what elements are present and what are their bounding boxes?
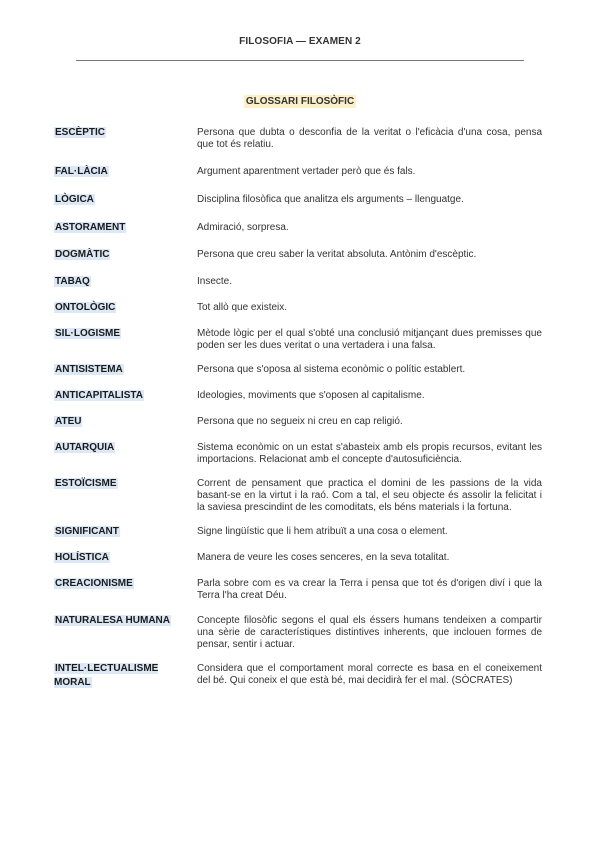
glossary-entry [54, 551, 542, 565]
glossary-term: NATURALESA HUMANA [55, 615, 170, 626]
glossary-entry [54, 415, 542, 429]
header-divider [76, 60, 524, 61]
glossary-term: ANTICAPITALISTA [55, 390, 143, 401]
glossary-term: ESTOÏCISME [55, 478, 117, 489]
glossary-definition: Parla sobre com es va crear la Terra i pensa que tot és d'origen diví i que la Terra l'ha creat Déu. [197, 578, 542, 601]
glossary-term: ATEU [55, 416, 82, 427]
glossary-entry [54, 441, 542, 466]
glossary-entry [54, 193, 542, 207]
glossary-definition: Persona que no segueix ni creu en cap religió. [197, 416, 403, 427]
glossary-entry [54, 275, 542, 289]
glossary-definition: Admiració, sorpresa. [197, 222, 289, 233]
glossary-term: ASTORAMENT [55, 222, 126, 233]
glossary-term: SIL·LOGISME [55, 328, 120, 339]
glossary-entry [54, 614, 542, 651]
glossary-definition: Mètode lògic per el qual s'obté una conclusió mitjançant dues premisses que poden ser les dues veritat o una vertadera i una falsa. [197, 328, 542, 351]
glossary-entry [54, 577, 542, 602]
glossary-definition: Manera de veure les coses senceres, en la seva totalitat. [197, 552, 450, 563]
glossary-entry [54, 221, 542, 235]
glossary-entry [54, 477, 542, 514]
glossary-title: GLOSSARI FILOSÒFIC [245, 96, 355, 107]
page-header: FILOSOFIA — EXAMEN 2 [239, 36, 361, 47]
glossary-entry [54, 126, 542, 151]
glossary-definition: Considera que el comportament moral correcte es basa en el coneixement del bé. Qui coneix el que està bé, mai decidirà fer el mal. (SÒCRATES) [197, 663, 542, 686]
glossary-entry [54, 301, 542, 315]
glossary-definition: Signe lingüístic que li hem atribuït a una cosa o element. [197, 526, 448, 537]
glossary-definition: Ideologies, moviments que s'oposen al capitalisme. [197, 390, 425, 401]
glossary-entry [54, 389, 542, 403]
glossary-entry [54, 165, 542, 179]
glossary-entry [54, 363, 542, 377]
glossary-list [54, 126, 542, 690]
glossary-definition: Persona que dubta o desconfia de la veritat o l'eficàcia d'una cosa, pensa que tot és relatiu. [197, 127, 542, 150]
glossary-definition: Persona que creu saber la veritat absoluta. Antònim d'escèptic. [197, 249, 477, 260]
glossary-definition: Argument aparentment vertader però que és fals. [197, 166, 416, 177]
glossary-term: CREACIONISME [55, 578, 133, 589]
glossary-term: ESCÈPTIC [55, 127, 106, 138]
glossary-entry [54, 525, 542, 539]
glossary-entry [54, 327, 542, 352]
glossary-definition: Insecte. [197, 276, 233, 287]
glossary-definition: Tot allò que existeix. [197, 302, 288, 313]
glossary-definition: Sistema econòmic on un estat s'abasteix amb els propis recursos, evitant les importacions. Relacionat amb el concepte d'autosuficiència. [197, 442, 542, 465]
glossary-title-wrap [0, 91, 600, 109]
glossary-definition: Persona que s'oposa al sistema econòmic o polític establert. [197, 364, 466, 375]
glossary-term: INTEL·LECTUALISME MORAL [54, 663, 159, 688]
glossary-term: TABAQ [55, 276, 90, 287]
glossary-definition: Corrent de pensament que practica el domini de les passions de la vida basant-se en la virtut i la raó. Com a tal, el seu objecte és assolir la felicitat i la saviesa prescindint de les comoditats, els béns materials i la fortuna. [197, 478, 542, 513]
glossary-entry [54, 248, 542, 262]
glossary-definition: Concepte filosòfic segons el qual els éssers humans tendeixen a compartir una sèrie de característiques distintives inherents, que inclouen formes de pensar, sentir i actuar. [197, 615, 542, 650]
glossary-definition: Disciplina filosòfica que analitza els arguments – llenguatge. [197, 194, 464, 205]
glossary-term: SIGNIFICANT [55, 526, 119, 537]
glossary-term: FAL·LÀCIA [55, 166, 108, 177]
glossary-term: AUTARQUIA [55, 442, 115, 453]
glossary-term: HOLÍSTICA [55, 552, 109, 563]
glossary-entry [54, 662, 542, 690]
glossary-term: LÒGICA [55, 194, 94, 205]
glossary-term: DOGMÀTIC [55, 249, 110, 260]
glossary-term: ONTOLÒGIC [55, 302, 116, 313]
glossary-term: ANTISISTEMA [55, 364, 123, 375]
